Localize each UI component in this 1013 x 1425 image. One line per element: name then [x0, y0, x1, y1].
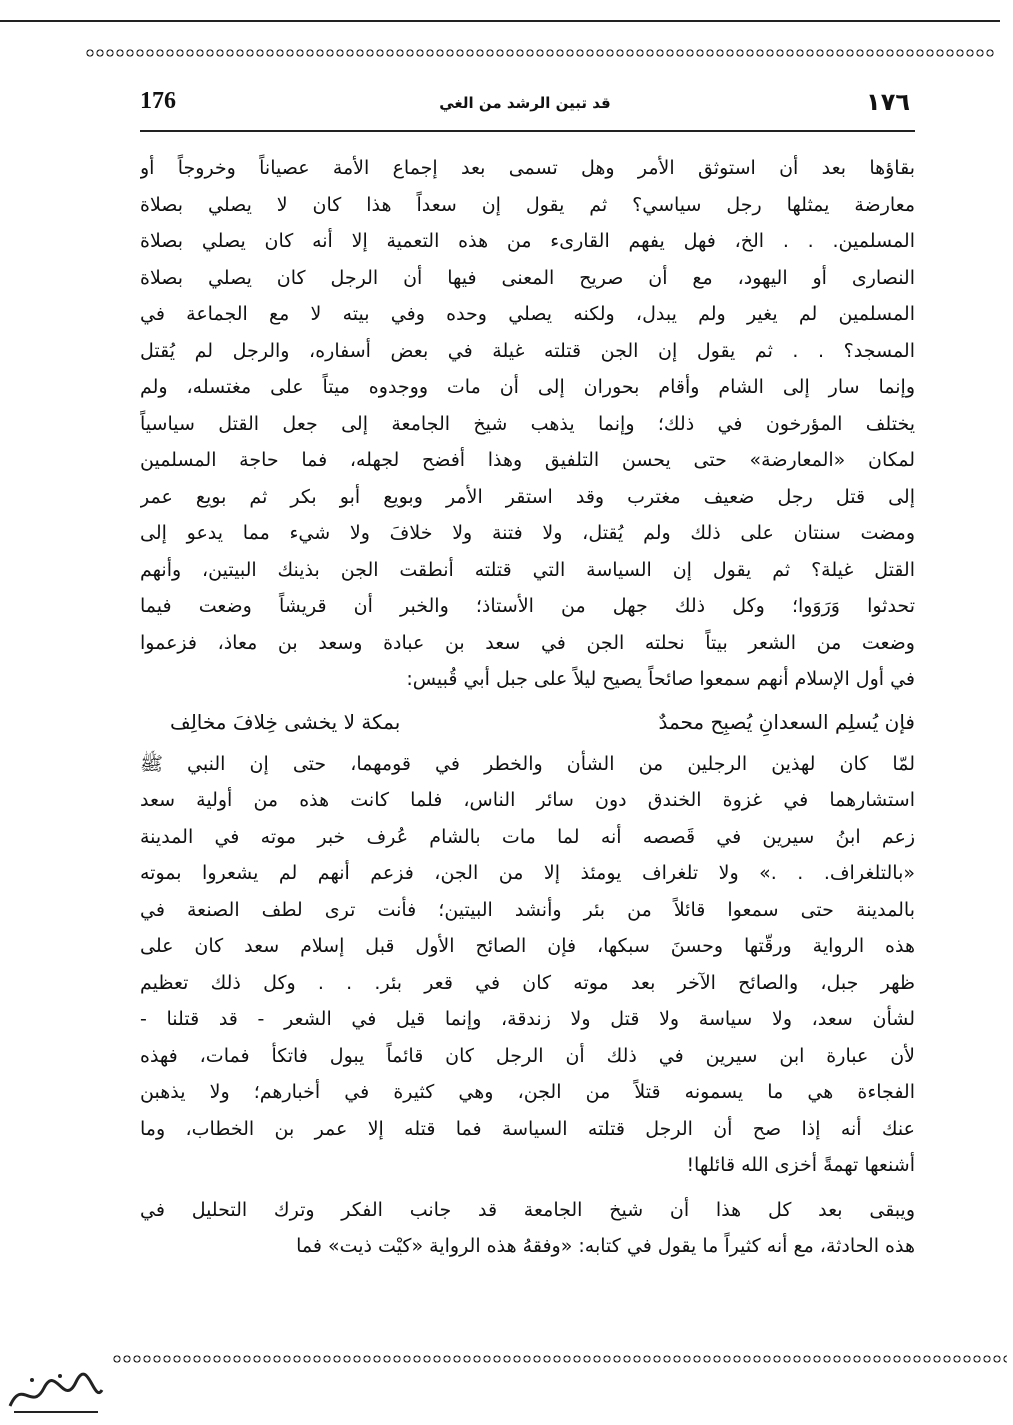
text-line: زعم ابنُ سيرين في قَصصه أنه لما مات بالشام عُرف خبر موته في المدينة — [140, 825, 915, 848]
text-line: المسلمين. . . الخ، فهل يفهم القارىء من هذه التعمية إلا أنه كان يصلي بصلاة — [140, 230, 915, 252]
text-line: وإنما سار إلى الشام وأقام بحوران إلى أن مات ووجدوه ميتاً على مغتسله، ولم — [140, 376, 915, 398]
text-line: إلى قتل رجل ضعيف مغترب وقد استقر الأمر وبويع أبو بكر ثم بويع عمر — [140, 485, 915, 508]
page-body — [140, 150, 915, 1265]
text-line: القتل غيلة؟ ثم يقول إن السياسة التي قتلته أنطقت الجن بذينك البيتين، وأنهم — [140, 558, 915, 581]
header-rule — [140, 130, 915, 132]
running-title: قد تبين الرشد من الغي — [439, 94, 611, 112]
text-line: لأن عبارة ابن سيرين في ذلك أن الرجل كان قائماً يبول فاتكأ فمات، فهذه — [140, 1044, 915, 1067]
text-line: عنك أنه إذا صح أن الرجل قتلته السياسة فما قتله إلا عمر بن الخطاب، وما — [140, 1117, 915, 1140]
text-line: المسلمين لم يغير ولم يبدل، ولكنه يصلي وحده وفي بيته لا مع الجماعة في — [140, 303, 915, 325]
text-line: ومضت سنتان على ذلك ولم يُقتل، ولا فتنة ولا خلافَ ولا شيء مما يدعو إلى — [140, 522, 915, 544]
library-stamp-logo — [2, 1368, 107, 1418]
text-line: هذه الرواية ورقّتها وحسنَ سبكها، فإن الصائح الأول قبل إسلام سعد كان على — [140, 935, 915, 957]
paragraph — [140, 150, 915, 698]
text-line: معارضة يمثلها رجل سياسي؟ ثم يقول إن سعداً هذا كان لا يصلي بصلاة — [140, 193, 915, 216]
text-line: تحدثوا وَرَوَوا؛ وكل ذلك جهل من الأستاذ؛ والخبر أن قريشاً وضعت فيما — [140, 595, 915, 617]
top-ornamental-border — [85, 48, 995, 58]
text-line: استشارهما في غزوة الخندق دون سائر الناس، فلما كانت هذه من أولية سعد — [140, 789, 915, 811]
verse — [140, 698, 915, 746]
text-line: ويبقى بعد كل هذا أن شيخ الجامعة قد جانب الفكر وترك التحليل في — [140, 1198, 915, 1221]
page-number-latin: 176 — [140, 88, 176, 114]
text-line: لمّا كان لهذين الرجلين من الشأن والخطر في قومهما، حتى إن النبي ﷺ — [140, 752, 915, 775]
verse-second-hemistich: بمكة لا يخشى خِلافَ مخالِف — [170, 709, 401, 734]
text-line: أشنعها تهمةً أخزى الله قائلها! — [686, 1154, 915, 1176]
text-line: في أول الإسلام أنهم سمعوا صائحاً يصيح ليلاً على جبل أبي قُبيس: — [406, 668, 915, 690]
verse-first-hemistich: فإن يُسلِم السعدانِ يُصبِح محمدٌ — [658, 709, 915, 734]
text-line: ظهر جبل، والصائح الآخر بعد موته كان في قعر بئر. . . وكل ذلك تعظيم — [140, 971, 915, 994]
text-line: لشأن سعد، ولا سياسة ولا قتل ولا زندقة، وإنما قيل في الشعر - قد قتلنا - — [140, 1008, 915, 1030]
text-line: النصارى أو اليهود، مع أن صريح المعنى فيها أن الرجل كان يصلي بصلاة — [140, 266, 915, 289]
text-line: الفجاءة هي ما يسمونه قتلاً من الجن، وهي كثيرة في أخبارهم؛ ولا يذهبن — [140, 1081, 915, 1103]
page-header — [140, 88, 910, 124]
text-line: وضعت من الشعر بيتاً نحلته الجن في سعد بن عبادة وسعد بن معاذ، فزعموا — [140, 631, 915, 654]
text-line: بقاؤها بعد أن استوثق الأمر وهل تسمى بعد إجماع الأمة عصياناً وخروجاً أو — [140, 157, 915, 179]
paragraph — [140, 1192, 915, 1265]
text-line: هذه الحادثة، مع أنه كثيراً ما يقول في كتابه: «وفقهُ هذه الرواية «كيْت ذيت» فما — [296, 1235, 915, 1257]
page-number-arabic: ١٧٦ — [866, 88, 910, 116]
text-line: المسجد؟ . . ثم يقول إن الجن قتلته غيلة في بعض أسفاره، والرجل لم يُقتل — [140, 339, 915, 362]
paragraph — [140, 746, 915, 1184]
paragraph-gap — [140, 1184, 915, 1192]
text-line: بالمدينة حتى سمعوا قائلاً من بئر وأنشد البيتين؛ فأنت ترى لطف الصنعة في — [140, 898, 915, 921]
text-line: لمكان «المعارضة» حتى يحسن التلفيق وهذا أفضح لجهله، فما حاجة المسلمين — [140, 449, 915, 471]
text-line: يختلف المؤرخون في ذلك؛ وإنما يذهب شيخ الجامعة إلى جعل القتل سياسياً — [140, 412, 915, 435]
top-border-rule — [0, 20, 1000, 22]
text-line: «بالتلغراف. . .» ولا تلغراف يومئذ إلا من الجن، فزعم أنهم لم يشعروا بموته — [140, 862, 915, 884]
bottom-ornamental-border — [112, 1354, 1007, 1364]
